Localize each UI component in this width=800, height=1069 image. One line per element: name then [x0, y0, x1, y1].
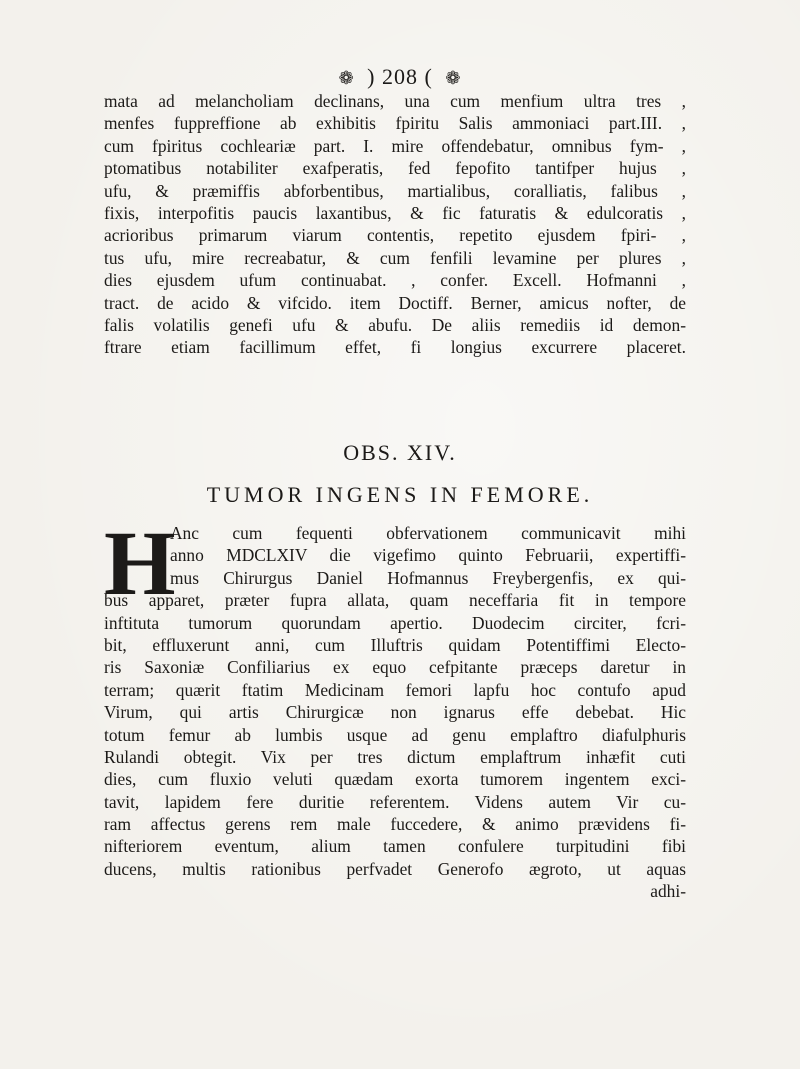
text-line: fixis, interpofitis paucis laxantibus, & fic faturatis & edulcoratis , — [104, 202, 686, 223]
text-line: tavit, lapidem fere duritie referentem. Videns autem Vir cu- — [104, 791, 686, 812]
text-line: tract. de acido & vifcido. item Doctiff. Berner, amicus nofter, de — [104, 292, 686, 313]
text-line: nifteriorem eventum, alium tamen confulere turpitudini fibi — [104, 836, 686, 857]
page-number: ) 208 ( — [367, 64, 433, 89]
page-header — [0, 64, 800, 90]
text-line: terram; quærit ftatim Medicinam femori lapfu hoc contufo apud — [104, 679, 686, 700]
catchword: adhi- — [650, 881, 686, 902]
text-line: ptomatibus notabiliter exafperatis, fed fepofito tantifper hujus , — [104, 158, 686, 179]
continued-paragraph — [104, 90, 686, 359]
text-line: inftituta tumorum quorundam apertio. Duodecim circiter, fcri- — [104, 612, 686, 633]
text-line: ducens, multis rationibus perfvadet Generofo ægroto, ut aquas — [104, 858, 686, 879]
observation-number: OBS. XIV. — [343, 440, 457, 465]
text-line: Rulandi obtegit. Vix per tres dictum emplaftrum inhæfit cuti — [104, 746, 686, 767]
text-line: Anc cum fequenti obfervationem communicavit mihi — [170, 523, 686, 543]
text-line: totum femur ab lumbis usque ad genu emplaftro diafulphuris — [104, 724, 686, 745]
text-line: tus ufu, mire recreabatur, & cum fenfili levamine per plures , — [104, 247, 686, 268]
text-line: bus apparet, præter fupra allata, quam neceffaria fit in tempore — [104, 590, 686, 611]
text-line: bit, effluxerunt anni, cum Illuftris quidam Potentiffimi Electo- — [104, 634, 686, 655]
text-line: ris Saxoniæ Confiliarius ex equo cefpitante præceps daretur in — [104, 657, 686, 678]
left-ornament-icon: ❁ — [338, 68, 355, 89]
right-ornament-icon: ❁ — [445, 68, 462, 89]
text-line: dies ejusdem ufum continuabat. , confer. Excell. Hofmanni , — [104, 270, 686, 291]
text-line: mus Chirurgus Daniel Hofmannus Freybergenfis, ex qui- — [170, 567, 686, 588]
text-line: falis volatilis genefi ufu & abufu. De aliis remediis id demon- — [104, 314, 686, 335]
text-line: mata ad melancholiam declinans, una cum menfium ultra tres , — [104, 91, 686, 111]
text-line: menfes fuppreffione ab exhibitis fpiritu Salis ammoniaci part.III. , — [104, 113, 686, 134]
text-line: ftrare etiam facillimum effet, fi longius excurrere placeret. — [104, 337, 686, 358]
text-line: cum fpiritus cochleariæ part. I. mire offendebatur, omnibus fym- , — [104, 135, 686, 156]
drop-cap: H — [104, 512, 176, 614]
text-line: acrioribus primarum viarum contentis, repetito ejusdem fpiri- , — [104, 225, 686, 246]
observation-paragraph — [104, 512, 686, 903]
text-line: ufu, & præmiffis abforbentibus, martialibus, coralliatis, falibus , — [104, 180, 686, 201]
text-line: ram affectus gerens rem male fuccedere, & animo prævidens fi- — [104, 814, 686, 835]
section-title: TUMOR INGENS IN FEMORE. — [206, 482, 594, 507]
text-line: dies, cum fluxio veluti quædam exorta tumorem ingentem exci- — [104, 769, 686, 790]
text-line: Virum, qui artis Chirurgicæ non ignarus effe debebat. Hic — [104, 702, 686, 723]
text-line: anno MDCLXIV die vigefimo quinto Februarii, expertiffi- — [170, 545, 686, 566]
